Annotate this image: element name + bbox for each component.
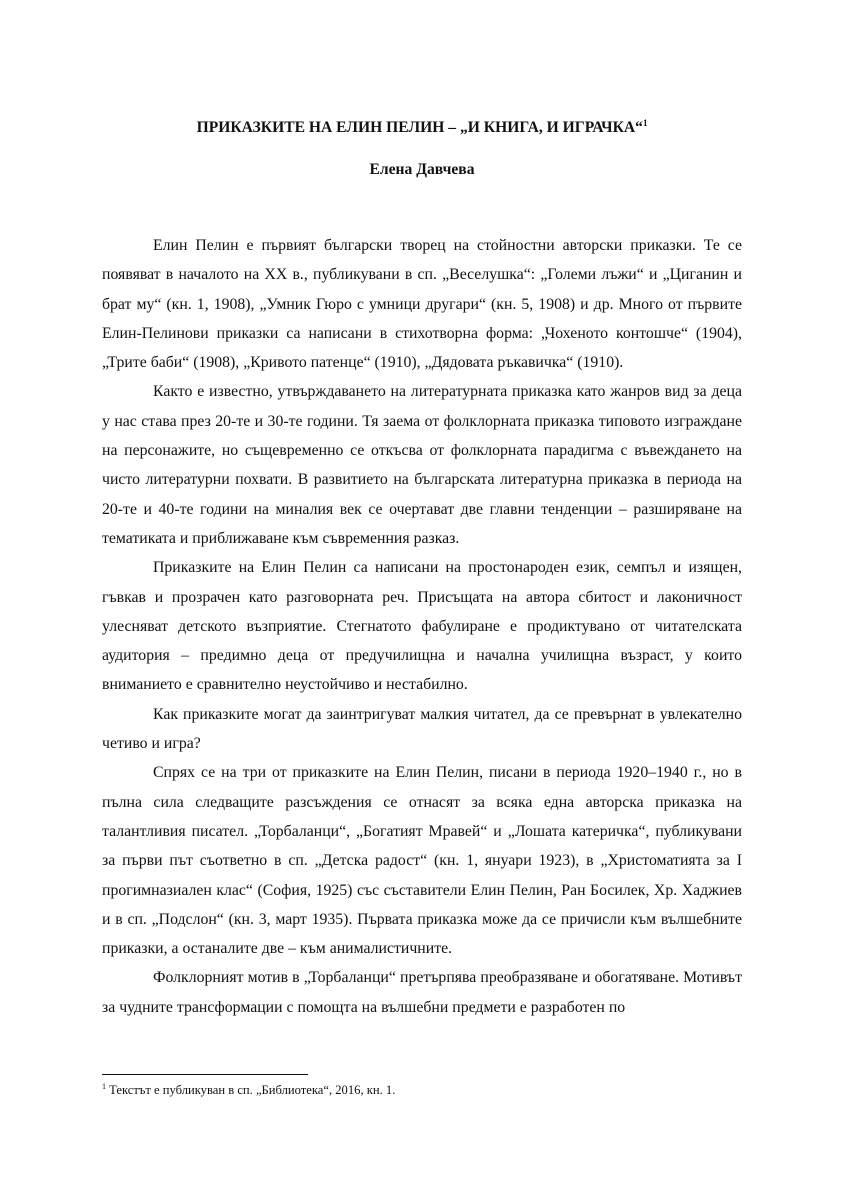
- paragraph: Приказките на Елин Пелин са написани на простонароден език, семпъл и изящен, гъвкав и прозрачен като разговорната реч. Присъщата на автора сбитост и лаконичност улесняват детското възприятие. Стегнатото фабулиране е продиктувано от читателската аудитория – предимно деца от предучилищна и начална училищна възраст, у които вниманието е сравнително неустойчиво и нестабилно.: [102, 559, 742, 694]
- paragraph: Фолклорният мотив в „Торбаланци“ претърпява преобразяване и обогатяване. Мотивът за чудните трансформации с помощта на вълшебни предмети е разработен по: [102, 969, 742, 1016]
- paragraph: Как приказките могат да заинтригуват малкия читател, да се превърнат в увлекателно четиво и игра?: [102, 705, 742, 753]
- footnote-text: Текстът е публикуван в сп. „Библиотека“, 2016, кн. 1.: [106, 1083, 396, 1097]
- footnote-marker: 1: [102, 1081, 106, 1091]
- title-text: ПРИКАЗКИТЕ НА ЕЛИН ПЕЛИН – „И КНИГА, И ИГРАЧКА“: [196, 119, 643, 136]
- paragraph: Спрях се на три от приказките на Елин Пелин, писани в периода 1920–1940 г., но в пълна сила следващите разсъждения се отнасят за всяка една авторска приказка на талантливия писател. „Торбаланци“, „Богатият Мравей“ и „Лошата катеричка“, публикувани за първи път съответно в сп. „Детска радост“ (кн. 1, януари 1923), в „Христоматията за I прогимназиален клас“ (София, 1925) със съставители Елин Пелин, Ран Босилек, Хр. Хаджиев и в сп. „Подслон“ (кн. 3, март 1935). Първата приказка може да се причисли към вълшебните приказки, а останалите две – към анималистичните.: [102, 764, 742, 958]
- title-footnote-marker[interactable]: 1: [642, 117, 648, 128]
- footnote-separator: [102, 1074, 308, 1075]
- document-title: [102, 117, 742, 139]
- author-name: Елена Давчева: [369, 161, 475, 178]
- footnote: [102, 1081, 742, 1099]
- paragraph: Елин Пелин е първият български творец на стойностни авторски приказки. Те се появяват в началото на XX в., публикувани в сп. „Веселушка“: „Големи лъжи“ и „Циганин и брат му“ (кн. 1, 1908), „Умник Гюро с умници другари“ (кн. 5, 1908) и др. Много от първите Елин-Пелинови приказки са написани в стихотворна форма: „Чохеното контошче“ (1904), „Трите баби“ (1908), „Кривото патенце“ (1910), „Дядовата ръкавичка“ (1910).: [102, 237, 742, 372]
- article-body: [102, 231, 742, 1022]
- paragraph: Както е известно, утвърждаването на литературната приказка като жанров вид за деца у нас става през 20-те и 30-те години. Тя заема от фолклорната приказка типовото изграждане на персонажите, но същевременно се откъсва от фолклорната парадигма с въвеждането на чисто литературни похвати. В развитието на българската литературна приказка в периода на 20-те и 40-те години на миналия век се очертават две главни тенденции – разширяване на тематиката и приближаване към съвременния разказ.: [102, 383, 742, 547]
